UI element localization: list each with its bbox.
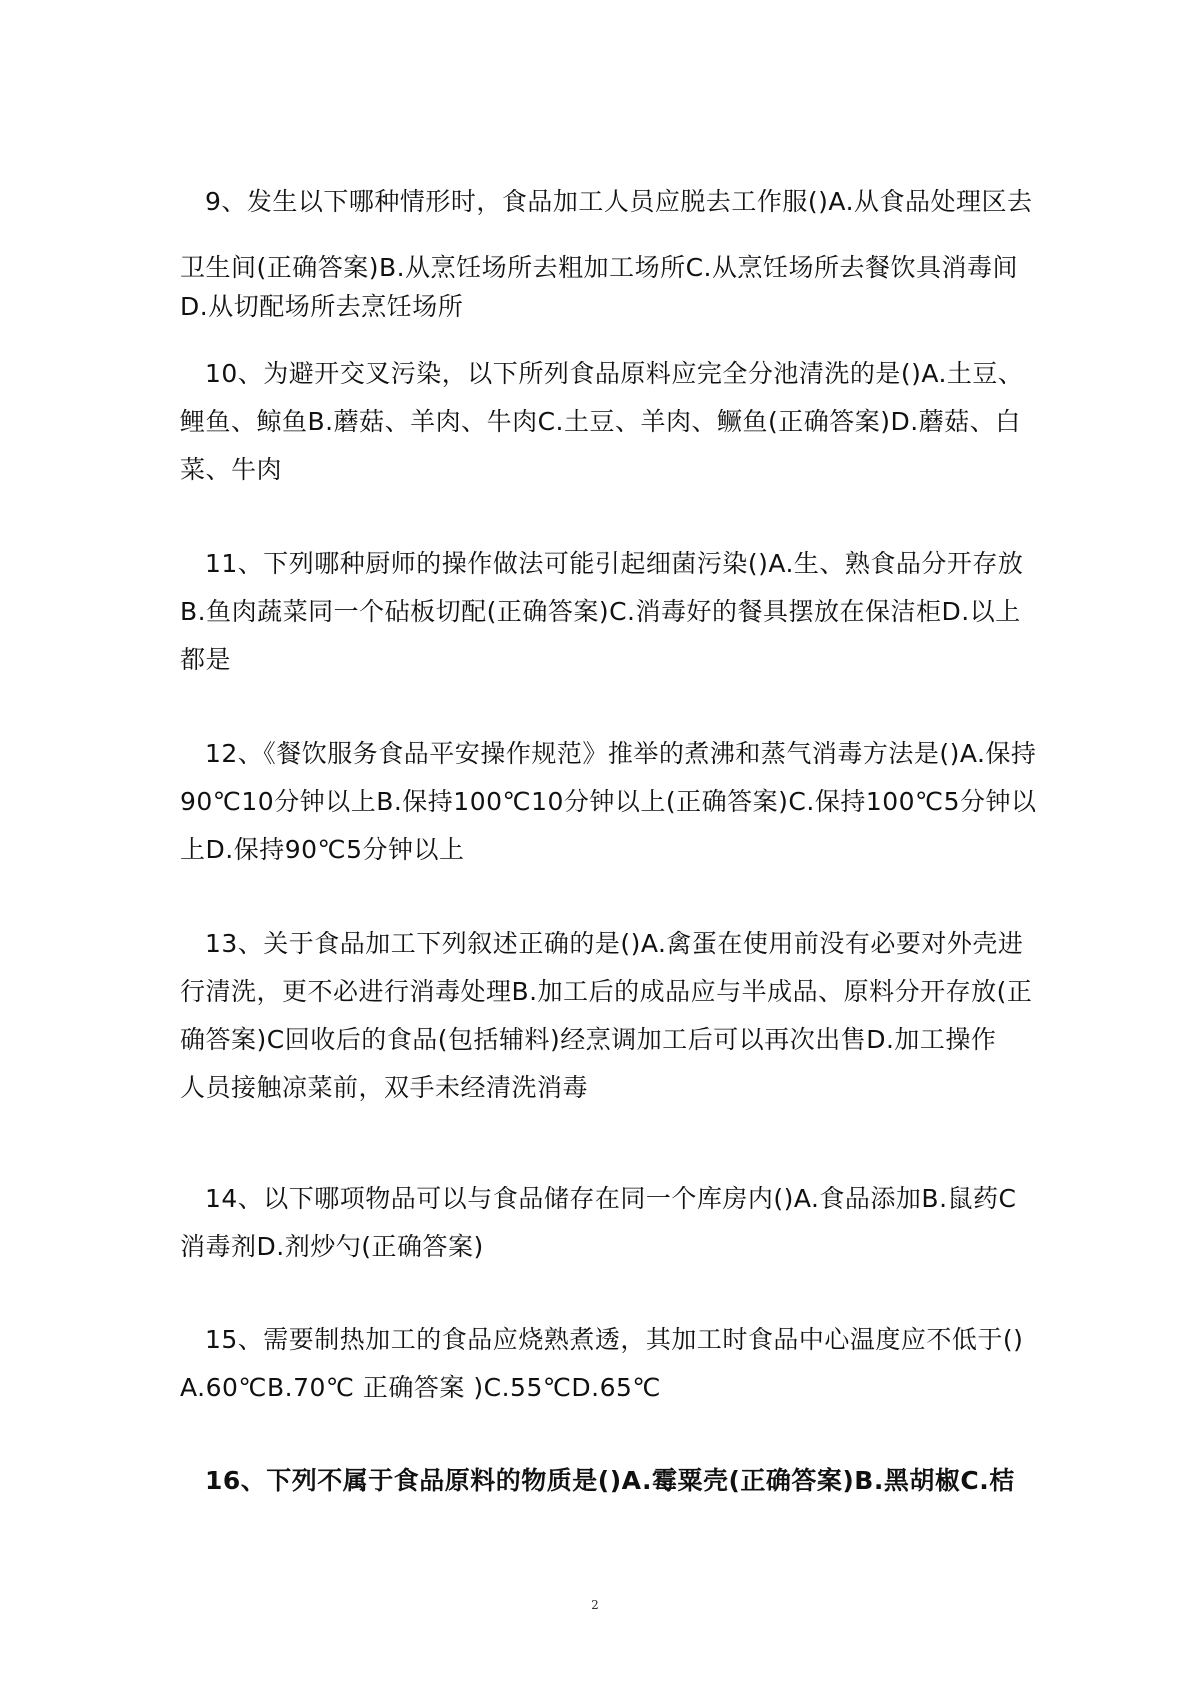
question-9-line-2: 卫生间(正确答案)B.从烹饪场所去粗加工场所C.从烹饪场所去餐饮具消毒间 <box>180 253 1019 282</box>
question-13-line-1: 13、关于食品加工下列叙述正确的是()A.禽蛋在使用前没有必要对外壳进 <box>205 929 1024 958</box>
question-9-line-3: D.从切配场所去烹饪场所 <box>180 292 464 321</box>
question-15-line-2: A.60℃B.70℃ 正确答案 )C.55℃D.65℃ <box>180 1373 662 1402</box>
question-11-line-2: B.鱼肉蔬菜同一个砧板切配(正确答案)C.消毒好的餐具摆放在保洁柜D.以上 <box>180 597 1021 626</box>
question-9 <box>180 178 1033 322</box>
question-14-line-1: 14、以下哪项物品可以与食品储存在同一个库房内()A.食品添加B.鼠药C <box>205 1184 1017 1213</box>
question-15 <box>180 1316 1024 1412</box>
question-14-line-2: 消毒剂D.剂炒勺(正确答案) <box>180 1232 484 1261</box>
question-10-line-2: 鲤鱼、鲸鱼B.蘑菇、羊肉、牛肉C.土豆、羊肉、鳜鱼(正确答案)D.蘑菇、白 <box>180 407 1021 436</box>
question-13 <box>180 920 1033 1112</box>
question-13-line-3: 确答案)C回收后的食品(包括辅料)经烹调加工后可以再次出售D.加工操作 <box>180 1025 997 1054</box>
question-12-line-2: 90℃10分钟以上B.保持100℃10分钟以上(正确答案)C.保持100℃5分钟以 <box>180 787 1037 816</box>
page-number: 2 <box>591 1598 599 1612</box>
question-12-line-1: 12、《餐饮服务食品平安操作规范》推举的煮沸和蒸气消毒方法是()A.保持 <box>205 739 1037 768</box>
question-14 <box>180 1175 1017 1271</box>
question-15-line-1: 15、需要制热加工的食品应烧熟煮透，其加工时食品中心温度应不低于() <box>205 1325 1024 1354</box>
question-13-line-4: 人员接触凉菜前，双手未经清洗消毒 <box>180 1073 589 1102</box>
question-10-line-3: 菜、牛肉 <box>180 455 283 484</box>
question-10 <box>180 350 1024 494</box>
question-10-line-1: 10、为避开交叉污染，以下所列食品原料应完全分池清洗的是()A.土豆、 <box>205 359 1024 388</box>
question-13-line-2: 行清洗，更不必进行消毒处理B.加工后的成品应与半成品、原料分开存放(正 <box>180 977 1033 1006</box>
question-11 <box>180 540 1024 684</box>
question-16-line-1: 16、下列不属于食品原料的物质是()A.霉粟壳(正确答案)B.黑胡椒C.桔 <box>205 1466 1015 1495</box>
question-11-line-3: 都是 <box>180 645 232 674</box>
question-9-line-1: 9、发生以下哪种情形时，食品加工人员应脱去工作服()A.从食品处理区去 <box>205 187 1033 216</box>
question-12-line-3: 上D.保持90℃5分钟以上 <box>180 835 465 864</box>
question-11-line-1: 11、下列哪种厨师的操作做法可能引起细菌污染()A.生、熟食品分开存放 <box>205 549 1024 578</box>
question-12 <box>180 730 1037 874</box>
question-16 <box>180 1457 1015 1505</box>
